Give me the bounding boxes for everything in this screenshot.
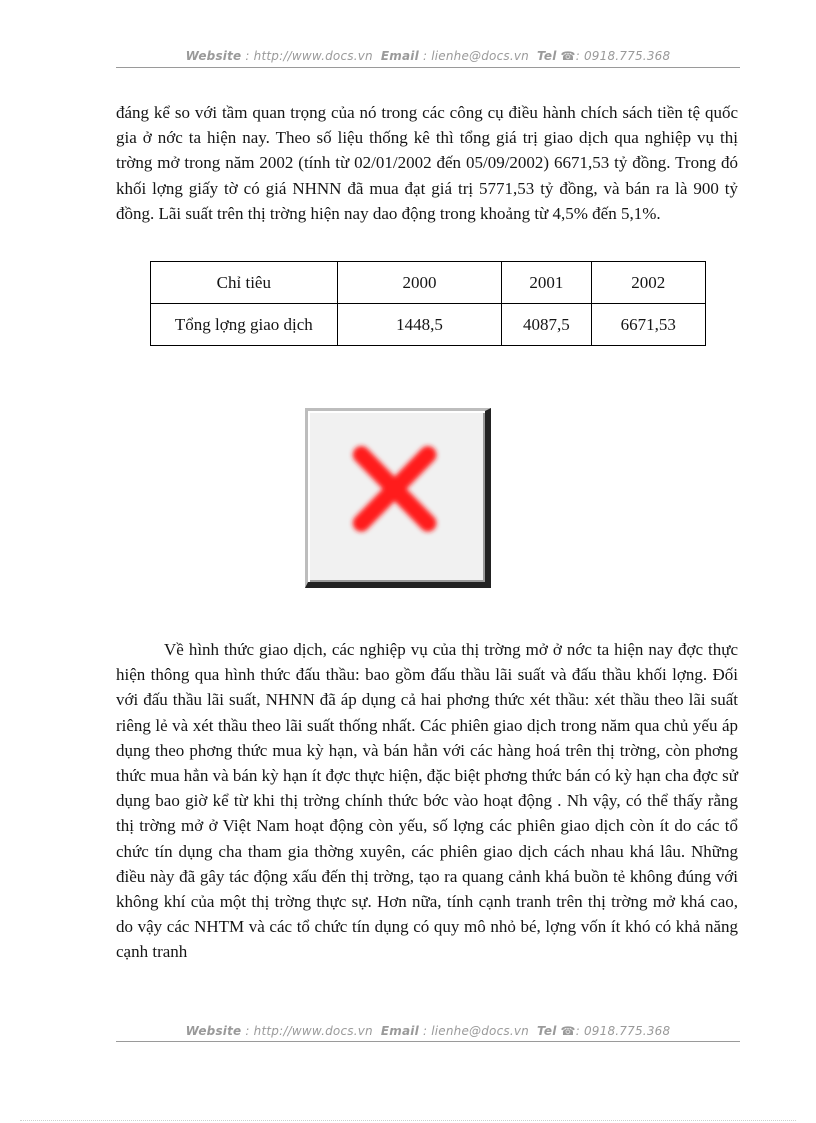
table-header-cell: 2000 (337, 262, 502, 304)
paragraph-intro: đáng kể so với tầm quan trọng của nó trong các công cụ điều hành chích sách tiền tệ quốc gia ở nớc ta hiện nay. Theo số liệu thống kê thì tổng giá trị giao dịch qua nghiệp vụ thị trờng mở trong năm 2002 (tính từ 02/01/2002 đến 05/09/2002) 6671,53 tỷ đồng. Trong đó khối lợng giấy tờ có giá NHNN đã mua đạt giá trị 5771,53 tỷ đồng, và bán ra là 900 tỷ đồng. Lãi suất trên thị trờng hiện nay dao động trong khoảng từ 4,5% đến 5,1%. (116, 103, 738, 223)
email-label: Email (380, 49, 419, 63)
email-value: : lienhe@docs.vn (422, 49, 529, 63)
broken-image-placeholder (305, 408, 491, 588)
table-header-cell: Chỉ tiêu (151, 262, 338, 304)
red-x-mark (361, 455, 428, 523)
table-row (151, 304, 706, 346)
table-header-cell: 2002 (591, 262, 705, 304)
email-value: : lienhe@docs.vn (422, 1024, 529, 1038)
tel-label: Tel (537, 49, 557, 63)
telephone-icon: ☎ (560, 49, 576, 63)
page-edge-dotted-line (20, 1120, 796, 1121)
tel-value: : 0918.775.368 (575, 49, 671, 63)
footer-rule (116, 1041, 740, 1042)
broken-image-x-icon (308, 411, 485, 582)
table-cell: 1448,5 (337, 304, 502, 346)
telephone-icon: ☎ (560, 1024, 576, 1038)
table-cell: 4087,5 (502, 304, 591, 346)
table-cell: Tổng lợng giao dịch (151, 304, 338, 346)
transaction-table (150, 261, 706, 346)
header-rule (116, 67, 740, 68)
table-cell: 6671,53 (591, 304, 705, 346)
website-label: Website (185, 1024, 242, 1038)
email-label: Email (380, 1024, 419, 1038)
tel-value: : 0918.775.368 (575, 1024, 671, 1038)
website-value: : http://www.docs.vn (245, 49, 373, 63)
paragraph-transaction-form: Về hình thức giao dịch, các nghiệp vụ của thị trờng mở ở nớc ta hiện nay đợc thực hiện thông qua hình thức đấu thầu: bao gồm đấu thầu lãi suất và đấu thầu khối lợng. Đối với đấu thầu lãi suất, NHNN đã áp dụng cả hai phơng thức xét thầu: xét thầu theo lãi suất riêng lẻ và xét thầu theo lãi suất thống nhất. Các phiên giao dịch trong năm qua chủ yếu áp dụng theo phơng thức mua kỳ hạn, và bán hẳn với các hàng hoá trên thị trờng, còn phơng thức mua hẳn và bán kỳ hạn ít đợc thực hiện, đặc biệt phơng thức bán có kỳ hạn cha đợc sử dụng bao giờ kể từ khi thị trờng chính thức bớc vào hoạt động . Nh vậy, có thể thấy rằng thị trờng mở ở Việt Nam hoạt động còn yếu, số lợng các phiên giao dịch còn ít do các tổ chức tín dụng cha tham gia thờng xuyên, các phiên giao dịch cách nhau khá lâu. Những điều này đã gây tác động xấu đến thị trờng, tạo ra quang cảnh khá buồn tẻ không đúng với không khí của một thị trờng thực sự. Hơn nữa, tính cạnh tranh trên thị trờng mở khá cao, do vậy các NHTM và các tổ chức tín dụng có quy mô nhỏ bé, lợng vốn ít khó có khả năng cạnh tranh (116, 640, 738, 962)
page-footer (116, 1024, 740, 1038)
table-header-cell: 2001 (502, 262, 591, 304)
website-label: Website (185, 49, 242, 63)
table-header-row (151, 262, 706, 304)
tel-label: Tel (537, 1024, 557, 1038)
website-value: : http://www.docs.vn (245, 1024, 373, 1038)
page-header (116, 49, 740, 63)
